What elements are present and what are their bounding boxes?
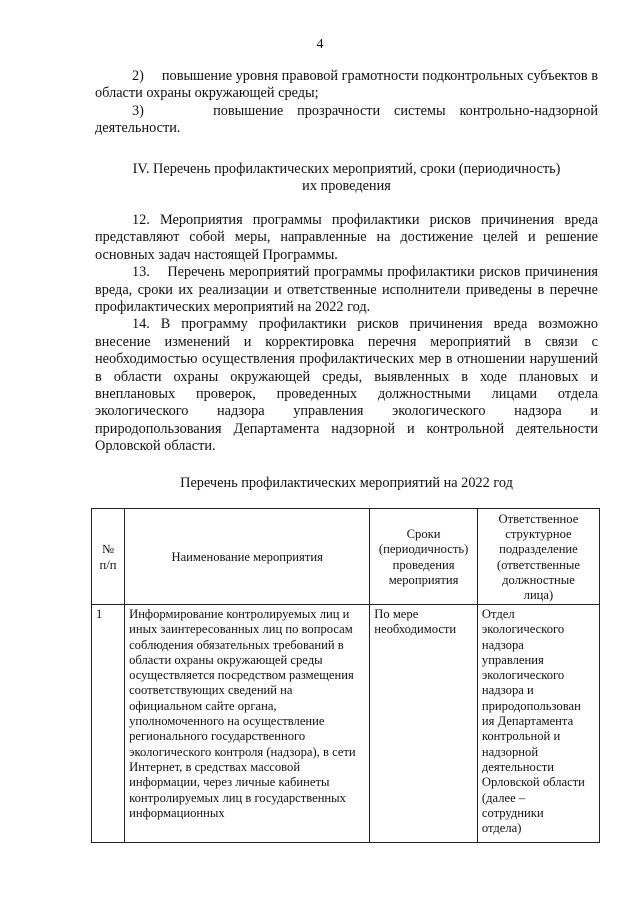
header-name: Наименование мероприятия [125,509,370,605]
cell-number: 1 [92,605,125,843]
section-heading-line: их проведения [302,178,391,195]
page-number: 4 [316,37,324,52]
cell-responsible: Отдел экологического надзора управления экологического надзора и природопользован ия Департамента контрольной и надзорной деятельности Орловской области (далее – сотрудники отдела) [477,605,599,843]
paragraph-14: 14. В программу профилактики рисков причинения вреда возможно внесение изменений и корректировка перечня мероприятий в связи с необходимостью осуществления профилактических мер в отношении нарушений в области охраны окружающей среды, выявленных в ходе плановых и внеплановых проверок, проведенных должностными лицами отдела экологического надзора управления экологического надзора и природопользования Департамента надзорной и контрольной деятельности Орловской области. [95,316,598,455]
paragraphs [95,212,598,456]
paragraph-13: 13. Перечень мероприятий программы профилактики рисков причинения вреда, сроки их реализации и ответственные исполнители приведены в перечне профилактических мероприятий на 2022 год. [95,264,598,316]
header-number: № п/п [92,509,125,605]
intro-item: 2) повышение уровня правовой грамотности подконтрольных субъектов в области охраны окружающей среды; [95,68,598,102]
section-heading [95,161,598,196]
intro-list [95,68,598,138]
cell-period: По мере необходимости [370,605,478,843]
header-period: Сроки (периодичность) проведения мероприятия [370,509,478,605]
section-heading-line: IV. Перечень профилактических мероприятий, сроки (периодичность) [132,161,561,177]
paragraph-12: 12. Мероприятия программы профилактики рисков причинения вреда представляют собой меры, направленные на достижение целей и решение основных задач настоящей Программы. [95,212,598,263]
table-header-row [92,509,600,605]
table-title: Перечень профилактических мероприятий на 2022 год [180,475,513,491]
header-responsible: Ответственное структурное подразделение (ответственные должностные лица) [477,509,599,605]
table-row [92,605,600,843]
measures-table [91,508,600,843]
cell-name: Информирование контролируемых лиц и иных заинтересованных лиц по вопросам соблюдения обязательных требований в области охраны окружающей среды осуществляется посредством размещения соответствующих сведений на официальном сайте органа, уполномоченного на осуществление регионального государственного экологического контроля (надзора), в сети Интернет, в средствах массовой информации, через личные кабинеты контролируемых лиц в государственных информационных [125,605,370,843]
intro-item: 3) повышение прозрачности системы контрольно-надзорной деятельности. [95,102,598,137]
